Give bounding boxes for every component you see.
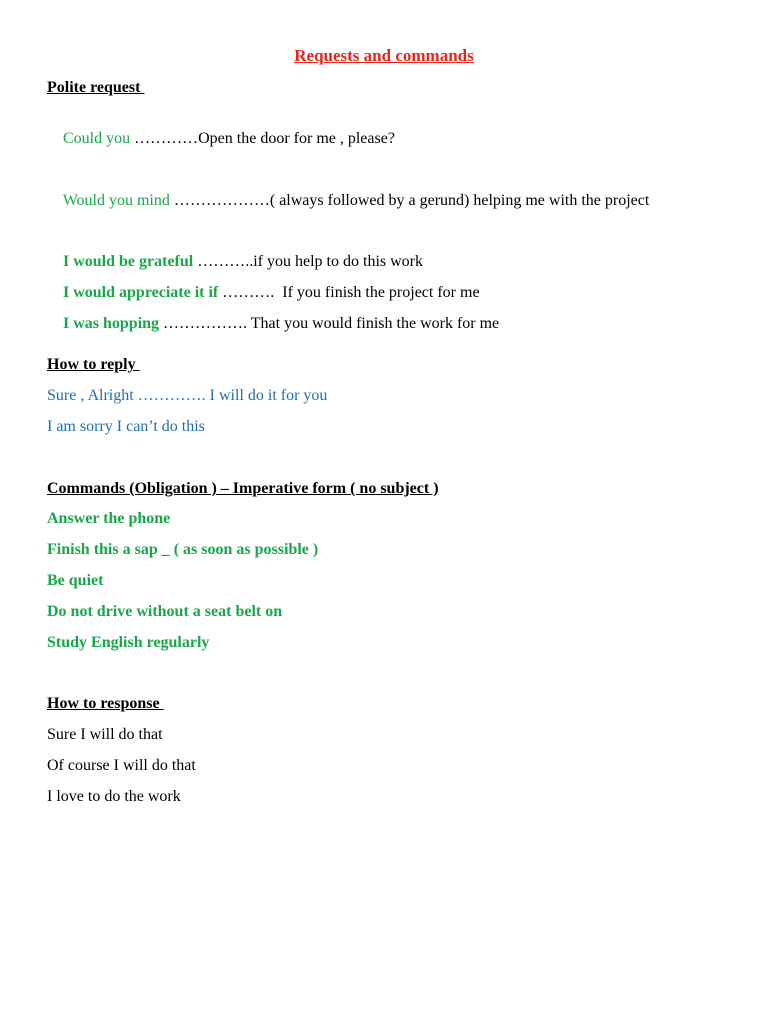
page-title: Requests and commands (294, 46, 474, 65)
command-line: Do not drive without a seat belt on (47, 603, 283, 620)
reply-line: Sure , Alright …………. I will do it for you (47, 387, 328, 404)
request-example: ………..if you help to do this work (193, 253, 423, 270)
request-example: ……………. That you would finish the work for me (159, 315, 500, 332)
request-example: ………. If you finish the project for me (218, 284, 480, 301)
command-line: Answer the phone (47, 510, 171, 527)
request-phrase: Would you mind (62, 192, 170, 209)
reply-line: I am sorry I can’t do this (47, 418, 205, 435)
response-line: I love to do the work (47, 788, 181, 805)
request-phrase: I would appreciate it if (63, 284, 219, 301)
request-phrase: I would be grateful (63, 253, 194, 270)
response-line: Sure I will do that (47, 726, 163, 743)
request-phrase: I was hopping (63, 315, 160, 332)
request-line (47, 294, 499, 354)
section-heading-polite-request: Polite request (47, 79, 145, 96)
request-line (47, 109, 395, 169)
command-line: Be quiet (47, 572, 104, 589)
request-example: ………………( always followed by a gerund) helping me with the project (169, 192, 650, 209)
command-line: Study English regularly (47, 634, 210, 651)
command-line: Finish this a sap _ ( as soon as possible ) (47, 541, 319, 558)
request-phrase: Could you (63, 130, 131, 147)
section-heading-how-to-response: How to response (47, 695, 164, 712)
section-heading-commands: Commands (Obligation ) – Imperative form ( no subject ) (47, 480, 439, 497)
request-line (47, 171, 649, 231)
response-line: Of course I will do that (47, 757, 196, 774)
section-heading-how-to-reply: How to reply (47, 356, 140, 373)
request-example: …………Open the door for me , please? (130, 130, 395, 147)
